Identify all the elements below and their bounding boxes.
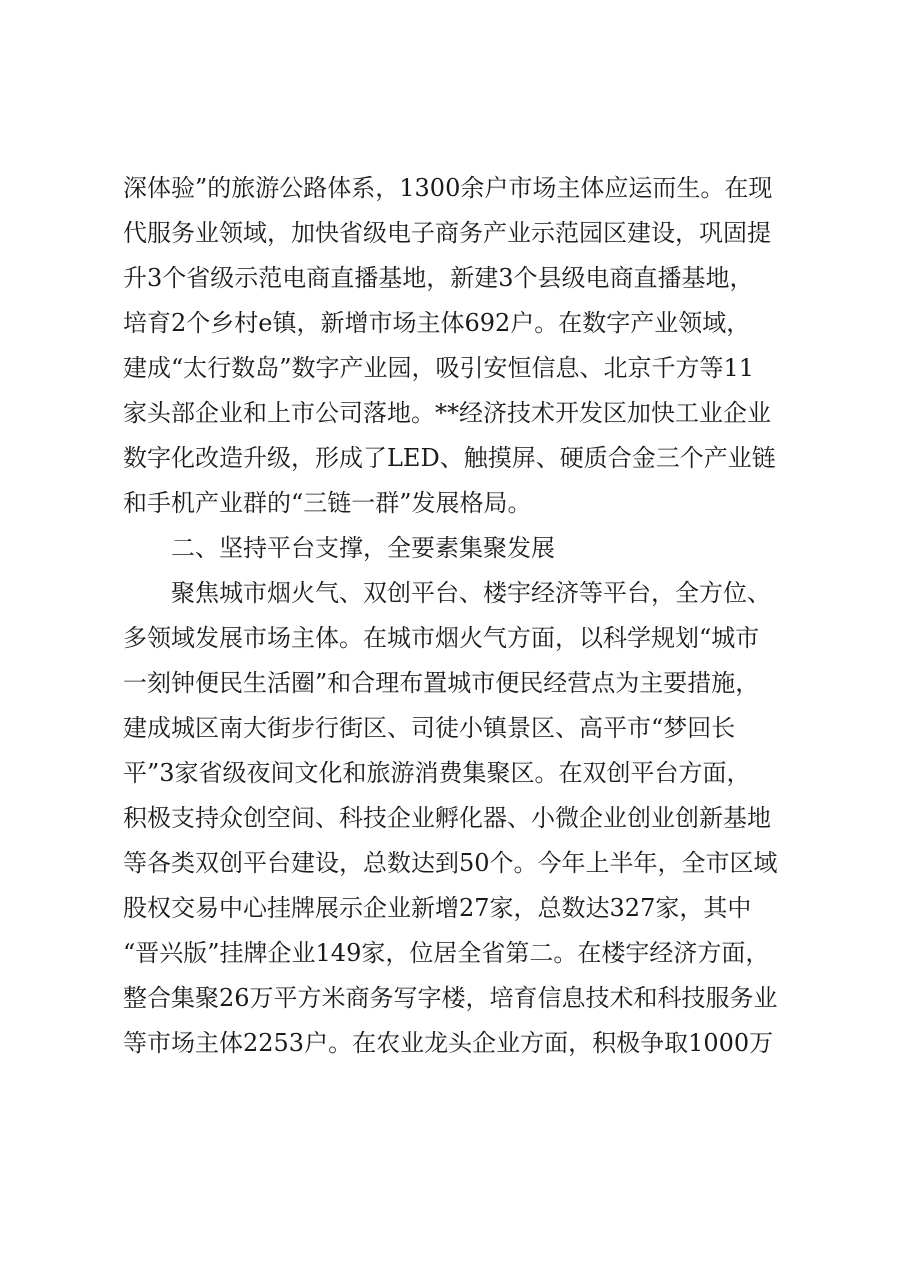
- text-line: 一刻钟便民生活圈”和合理布置城市便民经营点为主要措施，: [123, 669, 760, 697]
- text-line: 升3个省级示范电商直播基地，新建3个县级电商直播基地，: [123, 264, 754, 292]
- text-line: 股权交易中心挂牌展示企业新增27家，总数达327家，其中: [123, 894, 752, 922]
- text-line: 数字化改造升级，形成了LED、触摸屏、硬质合金三个产业链: [123, 444, 776, 472]
- text-line: 建成“太行数岛”数字产业园，吸引安恒信息、北京千方等11: [123, 354, 755, 382]
- text-line: 积极支持众创空间、科技企业孵化器、小微企业创业创新基地: [123, 804, 771, 832]
- text-line: 深体验”的旅游公路体系，1300余户市场主体应运而生。在现: [123, 174, 773, 202]
- text-line: 多领域发展市场主体。在城市烟火气方面，以科学规划“城市: [123, 624, 760, 652]
- text-line: 家头部企业和上市公司落地。**经济技术开发区加快工业企业: [123, 399, 771, 427]
- text-line: 等各类双创平台建设，总数达到50个。今年上半年，全市区域: [123, 849, 778, 877]
- text-line: 代服务业领域，加快省级电子商务产业示范园区建设，巩固提: [123, 219, 771, 247]
- text-line: 等市场主体2253户。在农业龙头企业方面，积极争取1000万: [123, 1029, 774, 1057]
- text-line: 培育2个乡村e镇，新增市场主体692户。在数字产业领域，: [123, 309, 751, 337]
- section-heading: 二、坚持平台支撑，全要素集聚发展: [171, 534, 555, 562]
- text-line: 平”3家省级夜间文化和旅游消费集聚区。在双创平台方面，: [123, 759, 751, 787]
- text-line: 聚焦城市烟火气、双创平台、楼宇经济等平台，全方位、: [171, 579, 771, 607]
- text-line: 建成城区南大街步行街区、司徒小镇景区、高平市“梦回长: [123, 714, 736, 742]
- text-line: 和手机产业群的“三链一群”发展格局。: [123, 489, 532, 517]
- text-line: “晋兴版”挂牌企业149家，位居全省第二。在楼宇经济方面，: [123, 939, 770, 967]
- text-line: 整合集聚26万平方米商务写字楼，培育信息技术和科技服务业: [123, 984, 778, 1012]
